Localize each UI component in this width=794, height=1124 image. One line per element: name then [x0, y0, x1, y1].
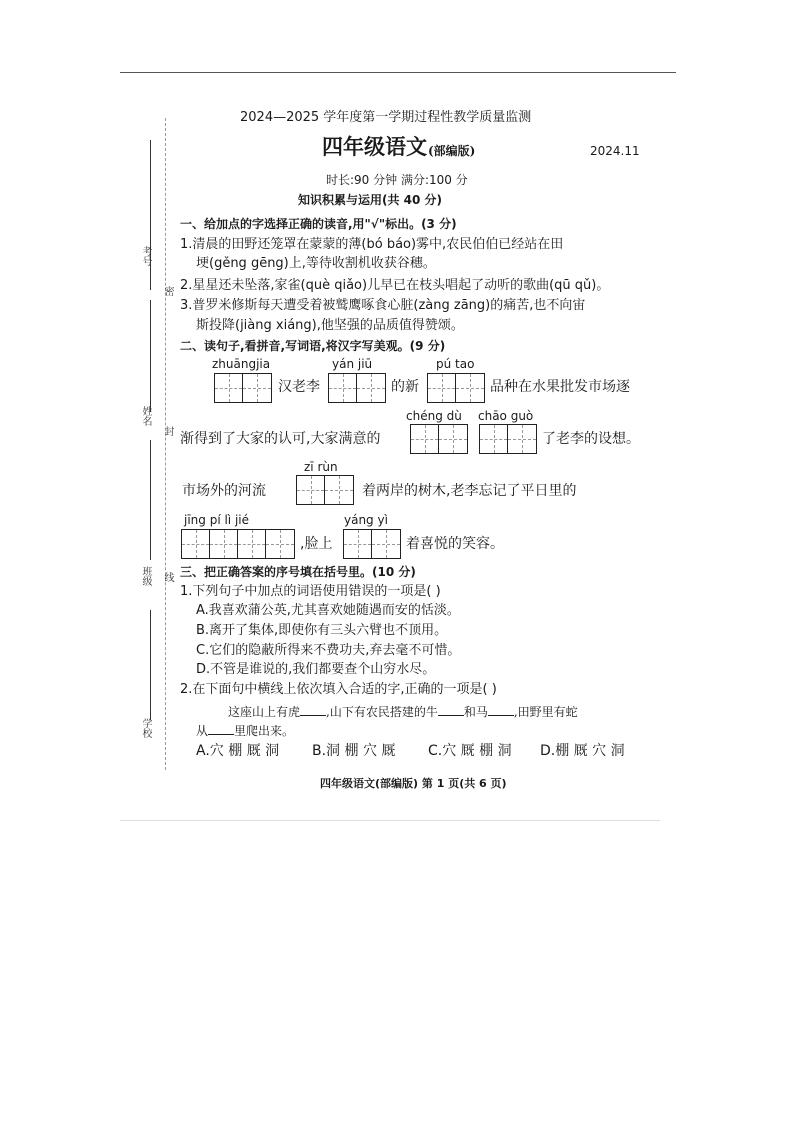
answer-box-zirun[interactable] [296, 475, 354, 505]
q2-text-9: 着喜悦的笑容。 [406, 536, 504, 552]
q2-text-5: 了老李的设想。 [542, 431, 640, 447]
page-top-rule [120, 72, 676, 73]
q3-sentence-line-2 [196, 722, 294, 739]
q3-sentence-part-6: 里爬出来。 [234, 724, 295, 738]
q3-option-a: A.我喜欢蒲公英,尤其喜欢她随遇而安的恬淡。 [196, 603, 460, 618]
subject-title: 四年级语文 [322, 134, 427, 159]
q2-text-1: 汉老李 [278, 379, 320, 395]
page-footer: 四年级语文(部编版) 第 1 页(共 6 页) [320, 777, 507, 790]
answer-box-yangyi[interactable] [343, 529, 401, 559]
q2-text-7: 着两岸的树木,老李忘记了平日里的 [362, 483, 577, 499]
fill-blank-1[interactable] [300, 703, 326, 716]
section-title: 知识积累与运用(共 40 分) [298, 193, 443, 207]
q1-line-3: 2.星星还未坠落,家雀(què qiǎo)儿早已在枝头唱起了动听的歌曲(qū qǔ)。 [180, 278, 610, 293]
q3-option-d: D.不管是谁说的,我们都要查个山穷水尽。 [196, 662, 436, 677]
q1-line-1: 1.清晨的田野还笼罩在蒙蒙的薄(bó báo)雾中,农民伯伯已经站在田 [180, 237, 564, 252]
margin-line-mark: 线 [162, 572, 173, 582]
margin-exam-no-label: 考号 [140, 246, 151, 266]
answer-box-chaoguo[interactable] [479, 424, 537, 454]
q3-title: 三、把正确答案的序号填在括号里。(10 分) [180, 565, 416, 579]
school-write-line [150, 610, 151, 720]
pinyin-yangyi: yáng yì [344, 513, 388, 527]
fill-blank-2[interactable] [438, 703, 464, 716]
margin-seal-mark: 密 [162, 286, 173, 296]
pinyin-chengdu: chéng dù [406, 409, 462, 423]
q3-choice-d: D.棚 厩 穴 洞 [540, 743, 625, 759]
q1-line-4: 3.普罗米修斯每天遭受着被鹫鹰啄食心脏(zàng zāng)的痛苦,也不向宙 [180, 298, 586, 313]
pinyin-yanjiu: yán jiū [332, 357, 373, 371]
pinyin-chaoguo: chāo guò [478, 409, 534, 423]
answer-box-jingpilijie[interactable] [181, 529, 295, 559]
margin-name-label: 姓名 [140, 406, 151, 426]
margin-seal2-mark: 封 [162, 426, 173, 436]
q3-question-2: 2.在下面句中横线上依次填入合适的字,正确的一项是( ) [180, 682, 497, 697]
fill-blank-4[interactable] [208, 722, 234, 735]
q3-choice-a: A.穴 棚 厩 洞 [196, 743, 280, 759]
q2-text-4: 渐得到了大家的认可,大家满意的 [180, 431, 381, 447]
exam-no-write-line [150, 140, 151, 290]
q1-line-2: 埂(gěng gēng)上,等待收割机收获谷穗。 [196, 256, 436, 271]
class-write-line [150, 440, 151, 560]
fill-blank-3[interactable] [488, 703, 514, 716]
q2-text-3: 品种在水果批发市场逐 [490, 379, 630, 395]
q3-sentence-part-3: 和马 [463, 705, 488, 719]
q3-sentence-part-1: 这座山上有虎 [228, 705, 301, 719]
q3-sentence-part-2: ,山下有农民搭建的牛 [326, 705, 438, 719]
q3-option-b: B.离开了集体,即使你有三头六臂也不顶用。 [196, 623, 448, 638]
q2-title: 二、读句子,看拼音,写词语,将汉字写美观。(9 分) [180, 339, 446, 353]
margin-school-label: 学校 [140, 718, 151, 738]
margin-class-label: 班级 [140, 566, 151, 586]
answer-box-putao[interactable] [427, 373, 485, 403]
answer-box-zhuangjia[interactable] [214, 373, 272, 403]
binding-dashed-line [165, 118, 166, 770]
q3-sentence-part-4: ,田野里有蛇 [513, 705, 578, 719]
pinyin-zhuangjia: zhuāngjia [212, 357, 271, 371]
exam-title: 2024—2025 学年度第一学期过程性教学质量监测 [240, 110, 532, 125]
q3-choice-c: C.穴 厩 棚 洞 [428, 743, 512, 759]
q3-option-c: C.它们的隐蔽所得来不费功夫,弃去毫不可惜。 [196, 643, 461, 658]
page-bottom-rule [120, 820, 660, 821]
time-and-score: 时长:90 分钟 满分:100 分 [326, 173, 468, 187]
edition-label: (部编版) [428, 144, 476, 158]
q2-text-6: 市场外的河流 [182, 483, 266, 499]
answer-box-chengdu[interactable] [410, 424, 468, 454]
q3-choice-b: B.洞 棚 穴 厩 [312, 743, 396, 759]
exam-date: 2024.11 [590, 144, 640, 158]
pinyin-jingpilijie: jīng pí lì jié [184, 513, 250, 527]
q3-sentence-part-5: 从 [196, 724, 209, 738]
q1-line-5: 斯投降(jiàng xiáng),他坚强的品质值得赞颂。 [196, 318, 464, 333]
pinyin-putao: pú tao [436, 357, 475, 371]
q3-question-1: 1.下列句子中加点的词语使用错误的一项是( ) [180, 584, 441, 599]
q2-text-2: 的新 [391, 379, 419, 395]
q3-sentence [228, 703, 578, 720]
answer-box-yanjiu[interactable] [328, 373, 386, 403]
name-write-line [150, 300, 151, 412]
q1-title: 一、给加点的字选择正确的读音,用"√"标出。(3 分) [180, 217, 457, 231]
q2-text-8: ,脸上 [300, 536, 333, 552]
pinyin-zirun: zī rùn [304, 460, 338, 474]
